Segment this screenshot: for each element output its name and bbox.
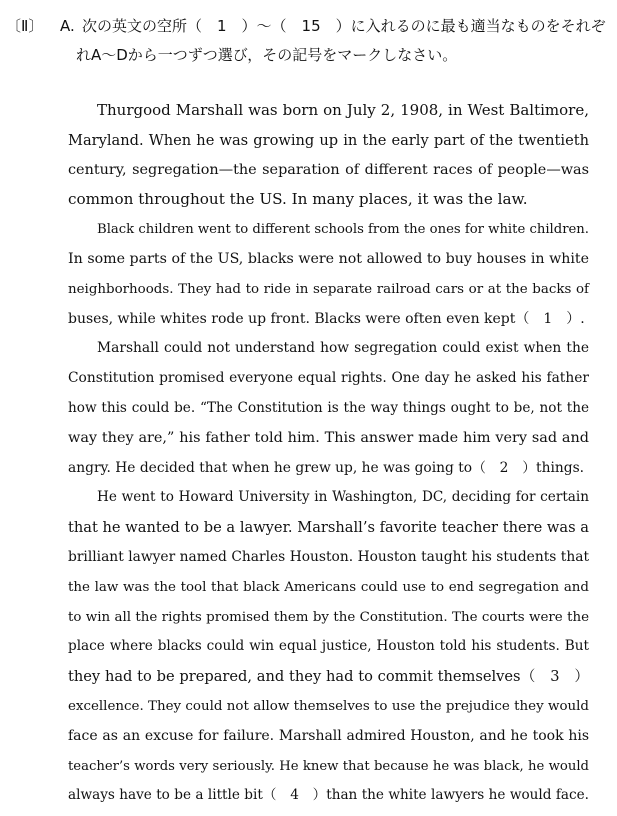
passage-line: Maryland. When he was growing up in the early part of the twentieth [68, 131, 589, 149]
passage-line: face as an excuse for failure. Marshall admired Houston, and he took his [68, 727, 589, 744]
part-label: A. [60, 17, 75, 35]
passage-line: Black children went to different schools from the ones for white children. [97, 222, 589, 238]
passage-line: brilliant lawyer named Charles Houston. Houston taught his students that [68, 548, 589, 565]
passage-line: place where blacks could win equal justice, Houston told his students. But [68, 638, 589, 655]
passage-line: how this could be. “The Constitution is the way things ought to be, not the [68, 399, 589, 416]
passage-line: always have to be a little bit（ 4 ）than the white lawyers he would face. [68, 787, 589, 804]
passage-line: Thurgood Marshall was born on July 2, 1908, in West Baltimore, [97, 101, 589, 119]
passage-line: that he wanted to be a lawyer. Marshall’s favorite teacher there was a [68, 519, 589, 537]
passage-line: century, segregation—the separation of different races of people—was [68, 161, 589, 178]
passage-line: they had to be prepared, and they had to commit themselves（ 3 ） [68, 668, 589, 686]
passage-line: Constitution promised everyone equal rights. One day he asked his father [68, 370, 589, 387]
section-label: 〔Ⅱ〕 [6, 17, 44, 35]
passage-line: In some parts of the US, blacks were not allowed to buy houses in white [68, 250, 589, 267]
passage-line: common throughout the US. In many places, it was the law. [68, 190, 528, 209]
reading-passage [68, 96, 589, 811]
passage-line: neighborhoods. They had to ride in separate railroad cars or at the backs of [68, 281, 589, 297]
passage-line: excellence. They could not allow themselves to use the prejudice they would [68, 698, 589, 714]
passage-line: the law was the tool that black Americans could use to end segregation and [68, 579, 589, 595]
instruction-line-1: 次の英文の空所（ 1 ）〜（ 15 ）に入れるのに最も適当なものをそれぞ [82, 17, 606, 35]
instruction-line-2: れA〜Dから一つずつ選び，その記号をマークしなさい。 [76, 46, 458, 64]
question-header [6, 12, 616, 41]
passage-line: He went to Howard University in Washington, DC, deciding for certain [97, 489, 589, 506]
passage-line: angry. He decided that when he grew up, he was going to（ 2 ）things. [68, 459, 585, 476]
passage-line: to win all the rights promised them by the Constitution. The courts were the [68, 609, 589, 625]
passage-line: way they are,” his father told him. This answer made him very sad and [68, 429, 589, 446]
passage-line: buses, while whites rode up front. Blacks were often even kept（ 1 ）. [68, 310, 585, 327]
passage-line: Marshall could not understand how segregation could exist when the [97, 340, 589, 357]
passage-line: teacher’s words very seriously. He knew that because he was black, he would [68, 758, 589, 774]
